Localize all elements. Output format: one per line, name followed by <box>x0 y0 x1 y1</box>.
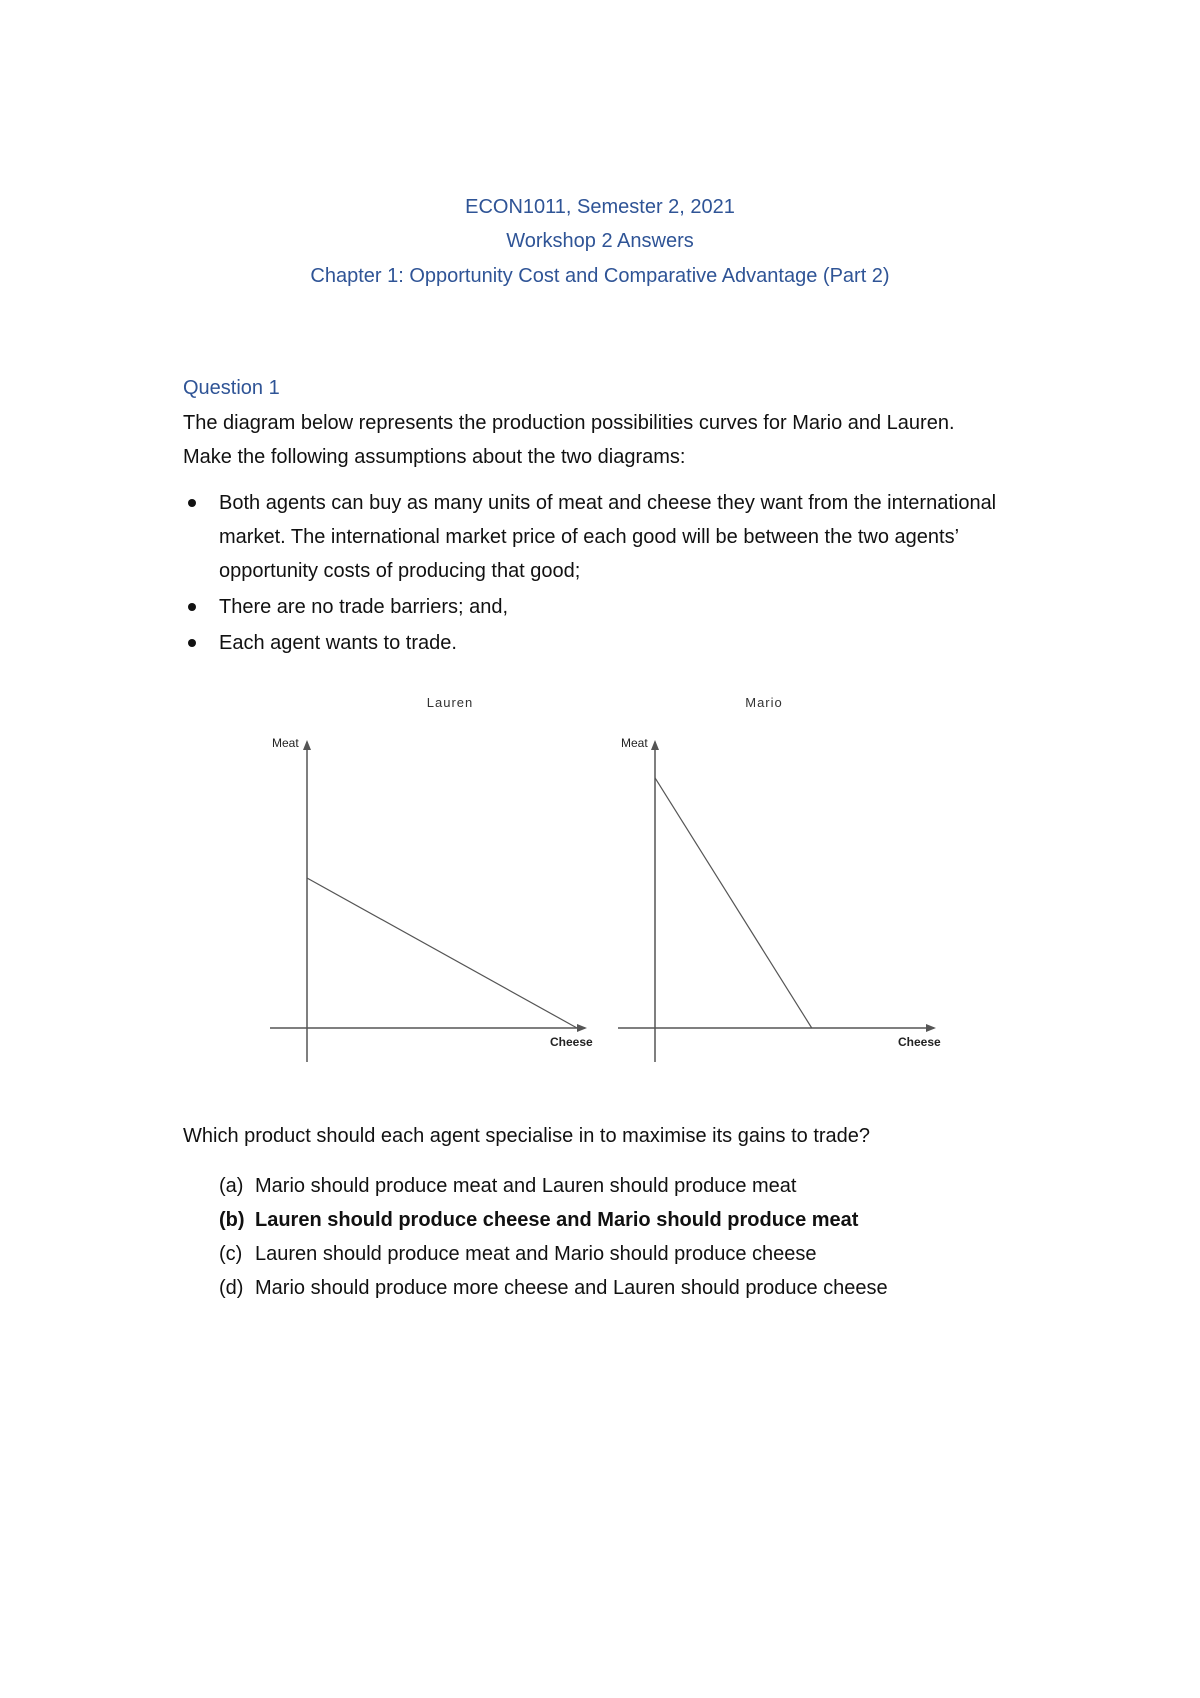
ppc-diagrams <box>0 680 1200 1080</box>
assumption-item <box>183 590 1003 624</box>
lauren-ppc-line <box>307 878 577 1028</box>
answer-option[interactable] <box>219 1237 888 1271</box>
lauren-y-label: Meat <box>272 736 299 750</box>
option-letter: (b) <box>219 1209 245 1231</box>
option-text: Mario should produce more cheese and Lauren should produce cheese <box>255 1277 888 1299</box>
option-letter: (a) <box>219 1175 244 1197</box>
assumption-list <box>183 486 1003 662</box>
mario-title: Mario <box>745 695 783 710</box>
doc-chapter-title: Chapter 1: Opportunity Cost and Comparative Advantage (Part 2) <box>310 265 890 287</box>
question-intro: The diagram below represents the production possibilities curves for Mario and Lauren. Make the following assumptions about the two diagrams: <box>183 412 955 468</box>
option-text: Lauren should produce meat and Mario should produce cheese <box>255 1243 817 1265</box>
option-letter: (d) <box>219 1277 244 1299</box>
lauren-diagram <box>270 695 593 1062</box>
answer-option[interactable] <box>219 1169 888 1203</box>
assumption-text: Each agent wants to trade. <box>219 632 457 654</box>
doc-subtitle: Workshop 2 Answers <box>506 230 694 252</box>
assumption-item <box>183 486 1003 588</box>
doc-course-title: ECON1011, Semester 2, 2021 <box>465 196 735 218</box>
bullet-icon <box>188 499 196 507</box>
answer-option-correct[interactable] <box>219 1203 888 1237</box>
lauren-title: Lauren <box>426 695 474 710</box>
assumption-text: Both agents can buy as many units of meat and cheese they want from the international market. The international market price of each good will be between the two agents’ opportunity costs of producing that good; <box>219 492 997 582</box>
answer-options <box>219 1169 888 1305</box>
lauren-x-label: Cheese <box>550 1035 593 1049</box>
mario-y-label: Meat <box>621 736 648 750</box>
question-prompt: Which product should each agent specialise in to maximise its gains to trade? <box>183 1125 871 1147</box>
assumption-item <box>183 626 1003 660</box>
mario-diagram <box>618 695 941 1062</box>
option-text: Lauren should produce cheese and Mario should produce meat <box>255 1209 859 1231</box>
option-text: Mario should produce meat and Lauren should produce meat <box>255 1175 797 1197</box>
option-letter: (c) <box>219 1243 243 1265</box>
mario-x-label: Cheese <box>898 1035 941 1049</box>
question-heading: Question 1 <box>183 377 280 399</box>
bullet-icon <box>188 603 196 611</box>
bullet-icon <box>188 639 196 647</box>
mario-ppc-line <box>655 778 812 1028</box>
assumption-text: There are no trade barriers; and, <box>219 596 509 618</box>
answer-option[interactable] <box>219 1271 888 1305</box>
